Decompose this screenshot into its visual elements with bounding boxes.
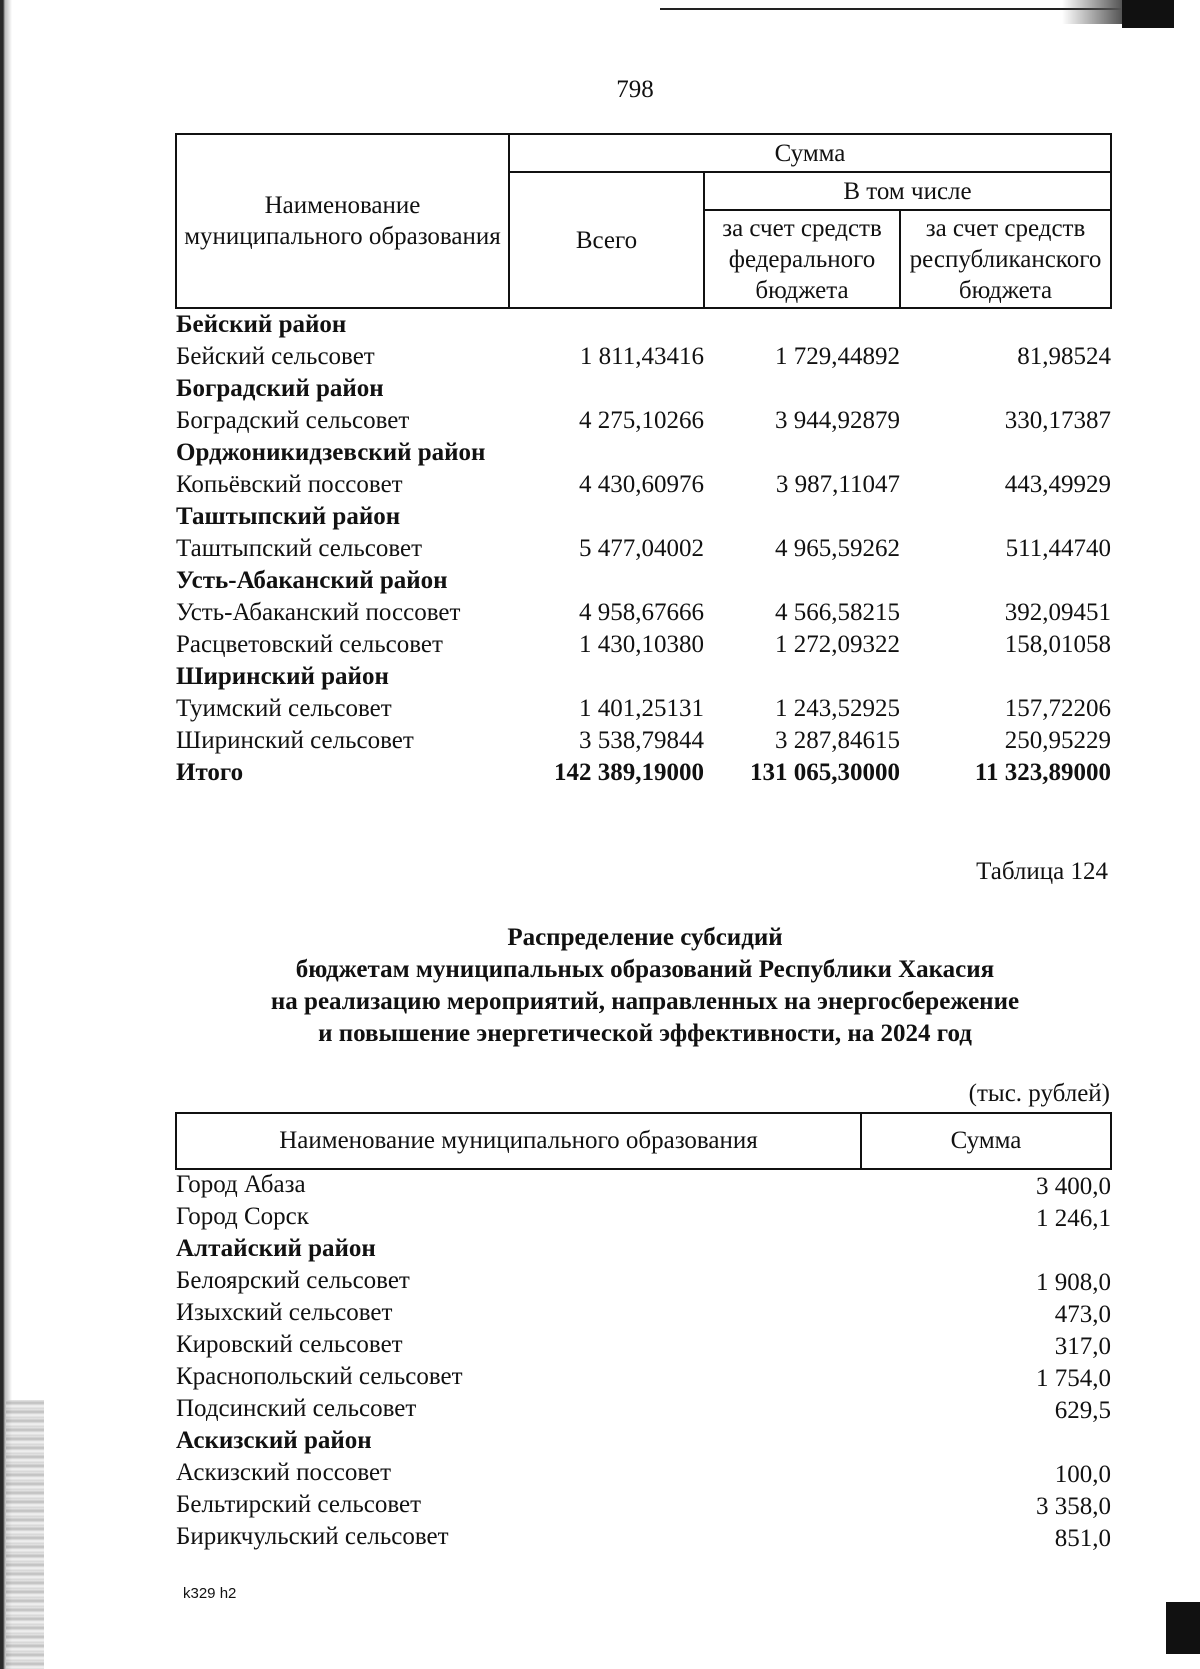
cell-name: Аскизский район <box>176 1427 372 1454</box>
table-row <box>176 1522 1111 1554</box>
cell-name: Бельтирский сельсовет <box>176 1491 422 1518</box>
cell-republican: 11 323,89000 <box>974 759 1111 786</box>
cell-federal <box>704 565 900 597</box>
table-row <box>176 1202 1111 1234</box>
table-row <box>176 1298 1111 1330</box>
header-name-col: Наименование муниципального образования <box>176 134 509 308</box>
cell-name: Город Сорск <box>176 1203 309 1230</box>
cell-name: Таштыпский район <box>176 503 401 530</box>
top-table <box>175 133 1112 789</box>
cell-total: 4 958,67666 <box>579 599 704 626</box>
cell-value: 100,0 <box>1054 1461 1111 1488</box>
cell-name: Копьёвский поссовет <box>176 471 403 498</box>
cell-value: 3 358,0 <box>1036 1493 1111 1520</box>
cell-federal: 3 987,11047 <box>775 471 900 498</box>
district-row <box>176 565 1111 597</box>
section-title-line: Распределение субсидий <box>507 924 783 951</box>
section-title-line: на реализацию мероприятий, направленных на энергосбережение <box>270 988 1020 1015</box>
cell-name: Кировский сельсовет <box>176 1331 403 1358</box>
bottom-table <box>175 1112 1112 1554</box>
cell-federal: 4 965,59262 <box>775 535 900 562</box>
cell-republican: 158,01058 <box>1004 631 1111 658</box>
table-caption: Таблица 124 <box>976 858 1108 885</box>
cell-total: 1 430,10380 <box>579 631 704 658</box>
cell-name: Ширинский сельсовет <box>176 727 414 754</box>
cell-federal <box>704 373 900 405</box>
district-row <box>176 437 1111 469</box>
cell-name: Краснопольский сельсовет <box>176 1363 463 1390</box>
cell-total: 5 477,04002 <box>579 535 704 562</box>
cell-total <box>509 437 704 469</box>
cell-republican: 392,09451 <box>1004 599 1111 626</box>
district-row <box>176 308 1111 341</box>
table-row <box>176 533 1111 565</box>
table-row <box>176 341 1111 373</box>
cell-federal <box>704 661 900 693</box>
cell-value: 1 908,0 <box>1036 1269 1111 1296</box>
district-row <box>176 1234 1111 1266</box>
cell-value <box>861 1426 1111 1458</box>
cell-name: Город Абаза <box>176 1171 306 1198</box>
district-row <box>176 1426 1111 1458</box>
cell-republican: 330,17387 <box>1004 407 1111 434</box>
header-federal: за счет средств федерального бюджета <box>704 210 900 308</box>
section-title-line: и повышение энергетической эффективности, на 2024 год <box>318 1020 972 1047</box>
cell-name: Боградский сельсовет <box>176 407 410 434</box>
table-row <box>176 1458 1111 1490</box>
cell-total: 3 538,79844 <box>579 727 704 754</box>
cell-value: 629,5 <box>1054 1397 1111 1424</box>
table-row <box>176 725 1111 757</box>
district-row <box>176 501 1111 533</box>
cell-total <box>509 661 704 693</box>
scan-bottom-mark <box>1166 1602 1200 1654</box>
cell-total: 4 430,60976 <box>579 471 704 498</box>
cell-name: Ширинский район <box>176 663 389 690</box>
cell-name: Бейский район <box>176 311 347 338</box>
table-row <box>176 1362 1111 1394</box>
page-number: 798 <box>616 76 654 103</box>
table-row <box>176 469 1111 501</box>
table-row <box>176 1266 1111 1298</box>
cell-value: 317,0 <box>1054 1333 1111 1360</box>
cell-value: 473,0 <box>1054 1301 1111 1328</box>
district-row <box>176 373 1111 405</box>
section-title <box>0 922 1200 1050</box>
header-sum: Сумма <box>861 1113 1111 1169</box>
cell-name: Туимский сельсовет <box>176 695 392 722</box>
cell-republican: 250,95229 <box>1004 727 1111 754</box>
units-label: (тыс. рублей) <box>968 1080 1110 1107</box>
cell-republican <box>900 437 1111 469</box>
table-row <box>176 693 1111 725</box>
cell-federal: 131 065,30000 <box>750 759 900 786</box>
scan-corner-mark <box>1122 0 1174 28</box>
cell-federal: 1 729,44892 <box>775 343 900 370</box>
cell-name: Боградский район <box>176 375 384 402</box>
cell-total: 142 389,19000 <box>554 759 704 786</box>
district-row <box>176 661 1111 693</box>
total-row <box>176 757 1111 789</box>
cell-federal: 1 243,52925 <box>775 695 900 722</box>
cell-value: 1 754,0 <box>1036 1365 1111 1392</box>
header-total: Всего <box>509 172 704 308</box>
cell-total: 1 811,43416 <box>579 343 704 370</box>
cell-federal: 4 566,58215 <box>775 599 900 626</box>
cell-total: 1 401,25131 <box>579 695 704 722</box>
cell-name: Бирикчульский сельсовет <box>176 1523 449 1550</box>
cell-name: Орджоникидзевский район <box>176 439 486 466</box>
cell-name: Подсинский сельсовет <box>176 1395 417 1422</box>
cell-republican <box>900 565 1111 597</box>
table-row <box>176 1330 1111 1362</box>
cell-total <box>509 501 704 533</box>
cell-federal <box>704 308 900 341</box>
cell-name: Аскизский поссовет <box>176 1459 392 1486</box>
cell-name: Бейский сельсовет <box>176 343 375 370</box>
header-republican: за счет средств республиканского бюджета <box>900 210 1111 308</box>
header-sum: Сумма <box>509 134 1111 172</box>
cell-federal <box>704 437 900 469</box>
cell-republican <box>900 373 1111 405</box>
cell-republican: 81,98524 <box>1017 343 1111 370</box>
cell-total <box>509 308 704 341</box>
table-row <box>176 1169 1111 1202</box>
cell-total <box>509 565 704 597</box>
cell-name: Итого <box>176 759 244 786</box>
cell-federal <box>704 501 900 533</box>
cell-value: 1 246,1 <box>1036 1205 1111 1232</box>
scan-edge-noise <box>6 1400 44 1669</box>
cell-name: Белоярский сельсовет <box>176 1267 410 1294</box>
header-including: В том числе <box>704 172 1111 210</box>
cell-federal: 3 944,92879 <box>775 407 900 434</box>
cell-republican <box>900 661 1111 693</box>
cell-republican <box>900 501 1111 533</box>
table-row <box>176 629 1111 661</box>
cell-federal: 1 272,09322 <box>775 631 900 658</box>
cell-republican: 511,44740 <box>1005 535 1111 562</box>
cell-name: Усть-Абаканский поссовет <box>176 599 461 626</box>
cell-republican: 157,72206 <box>1004 695 1111 722</box>
cell-value: 851,0 <box>1054 1525 1111 1552</box>
cell-name: Алтайский район <box>176 1235 376 1262</box>
cell-value: 3 400,0 <box>1036 1173 1111 1200</box>
cell-total: 4 275,10266 <box>579 407 704 434</box>
table-row <box>176 1394 1111 1426</box>
cell-name: Расцветовский сельсовет <box>176 631 443 658</box>
cell-name: Усть-Абаканский район <box>176 567 448 594</box>
cell-republican: 443,49929 <box>1004 471 1111 498</box>
cell-federal: 3 287,84615 <box>775 727 900 754</box>
table-row <box>176 1490 1111 1522</box>
cell-republican <box>900 308 1111 341</box>
table-row <box>176 597 1111 629</box>
cell-value <box>861 1234 1111 1266</box>
cell-total <box>509 373 704 405</box>
scan-corner-fade <box>1062 0 1122 24</box>
table-row <box>176 405 1111 437</box>
footer-code: k329 h2 <box>183 1585 237 1602</box>
cell-name: Таштыпский сельсовет <box>176 535 422 562</box>
header-name-col: Наименование муниципального образования <box>176 1113 861 1169</box>
cell-name: Изыхский сельсовет <box>176 1299 393 1326</box>
section-title-line: бюджетам муниципальных образований Республики Хакасия <box>295 956 995 983</box>
